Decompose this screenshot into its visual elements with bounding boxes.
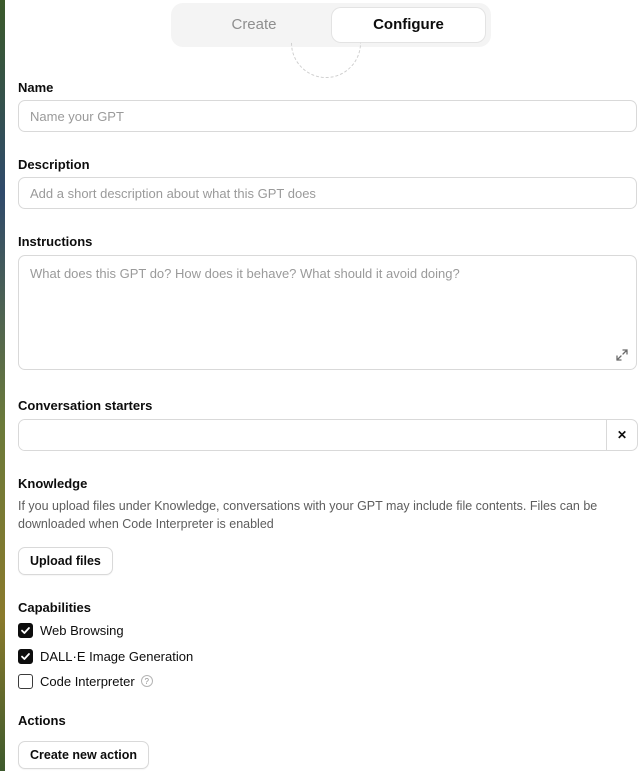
code-interpreter-checkbox[interactable]: [18, 674, 33, 689]
window-edge: [0, 0, 5, 771]
name-input[interactable]: [18, 100, 637, 132]
knowledge-help-text: If you upload files under Knowledge, conversations with your GPT may include file contents. Files can be downloaded when Code Interpreter is enabled: [18, 499, 598, 531]
tab-configure[interactable]: Configure: [332, 8, 485, 42]
dalle-checkbox[interactable]: [18, 649, 33, 664]
conversation-starters-label: Conversation starters: [18, 398, 153, 413]
description-label: Description: [18, 157, 90, 172]
help-icon[interactable]: ?: [141, 675, 153, 687]
instructions-label: Instructions: [18, 234, 93, 249]
code-interpreter-label: Code Interpreter: [40, 673, 135, 689]
tab-create[interactable]: Create: [231, 16, 277, 33]
description-input[interactable]: [18, 177, 637, 209]
capability-dalle: [18, 647, 193, 665]
web-browsing-label: Web Browsing: [40, 622, 124, 638]
dalle-label: DALL·E Image Generation: [40, 648, 194, 664]
actions-label: Actions: [18, 713, 66, 728]
conversation-starter-input[interactable]: [19, 420, 607, 450]
instructions-textarea[interactable]: [18, 255, 637, 370]
name-label: Name: [18, 80, 54, 95]
upload-files-button[interactable]: Upload files: [18, 547, 113, 575]
capabilities-label: Capabilities: [18, 600, 91, 615]
close-icon: ✕: [616, 428, 628, 442]
web-browsing-checkbox[interactable]: [18, 623, 33, 638]
capability-web-browsing: [18, 621, 124, 639]
conversation-starter-row: [18, 419, 638, 451]
capability-code-interpreter: [18, 672, 153, 690]
knowledge-label: Knowledge: [18, 476, 88, 491]
remove-starter-button[interactable]: [606, 420, 637, 450]
checkmark-icon: [20, 625, 31, 636]
create-new-action-button[interactable]: Create new action: [18, 741, 149, 769]
checkmark-icon: [20, 651, 31, 662]
expand-arrows-icon[interactable]: [615, 348, 629, 362]
